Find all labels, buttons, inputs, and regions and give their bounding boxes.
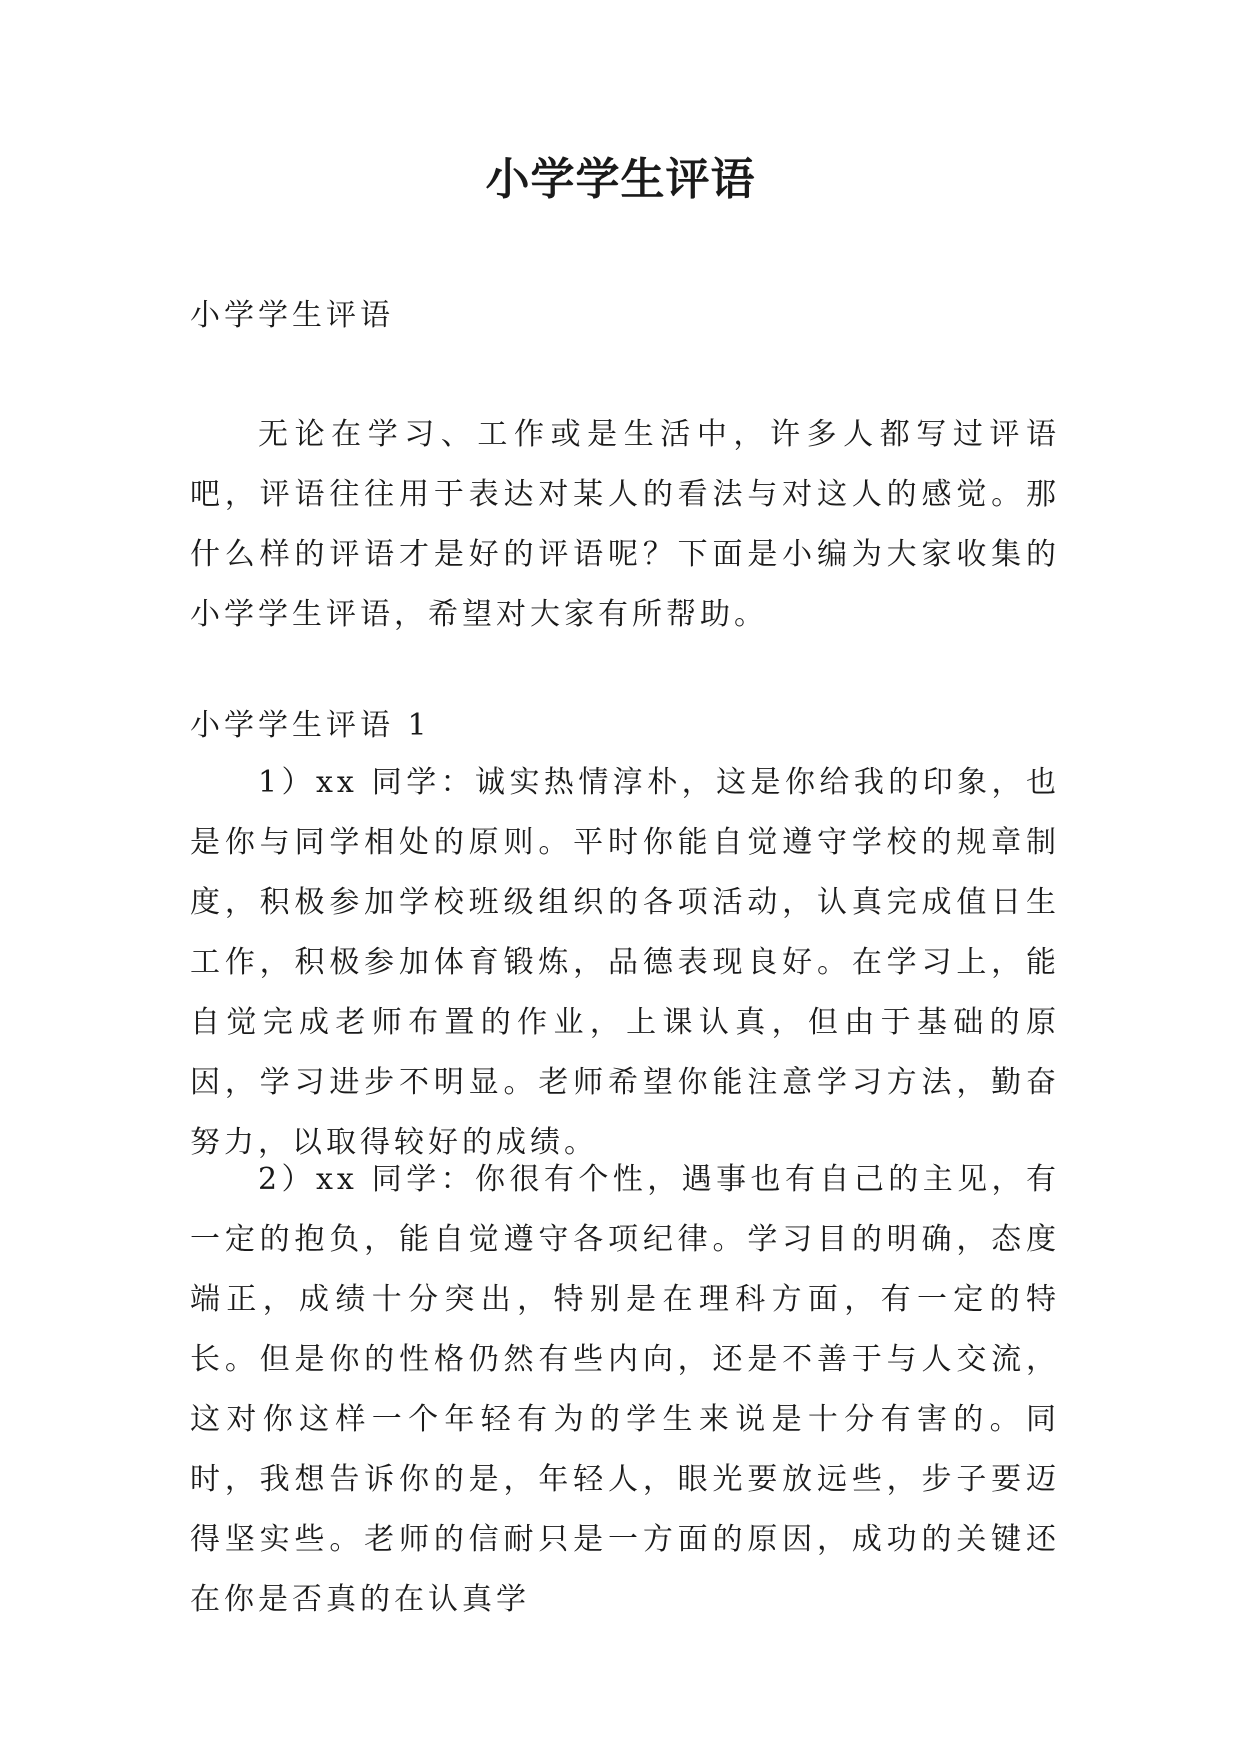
comment-entry-1: 1）xx 同学：诚实热情淳朴，这是你给我的印象，也是你与同学相处的原则。平时你能自觉遵守学校的规章制度，积极参加学校班级组织的各项活动，认真完成值日生工作，积极参加体育锻炼，品德表现良好。在学习上，能自觉完成老师布置的作业，上课认真，但由于基础的原因，学习进步不明显。老师希望你能注意学习方法，勤奋努力，以取得较好的成绩。 — [190, 765, 1060, 1160]
section-heading: 小学学生评语 1 — [190, 708, 431, 743]
document-subtitle: 小学学生评语 — [190, 298, 394, 333]
comment-entry-2: 2）xx 同学：你很有个性，遇事也有自己的主见，有一定的抱负，能自觉遵守各项纪律。学习目的明确，态度端正，成绩十分突出，特别是在理科方面，有一定的特长。但是你的性格仍然有些内向，还是不善于与人交流，这对你这样一个年轻有为的学生来说是十分有害的。同时，我想告诉你的是，年轻人，眼光要放远些，步子要迈得坚实些。老师的信耐只是一方面的原因，成功的关键还在你是否真的在认真学 — [190, 1162, 1060, 1617]
intro-paragraph: 无论在学习、工作或是生活中，许多人都写过评语吧，评语往往用于表达对某人的看法与对这人的感觉。那什么样的评语才是好的评语呢？下面是小编为大家收集的小学学生评语，希望对大家有所帮助。 — [190, 417, 1060, 632]
document-title: 小学学生评语 — [485, 154, 756, 205]
